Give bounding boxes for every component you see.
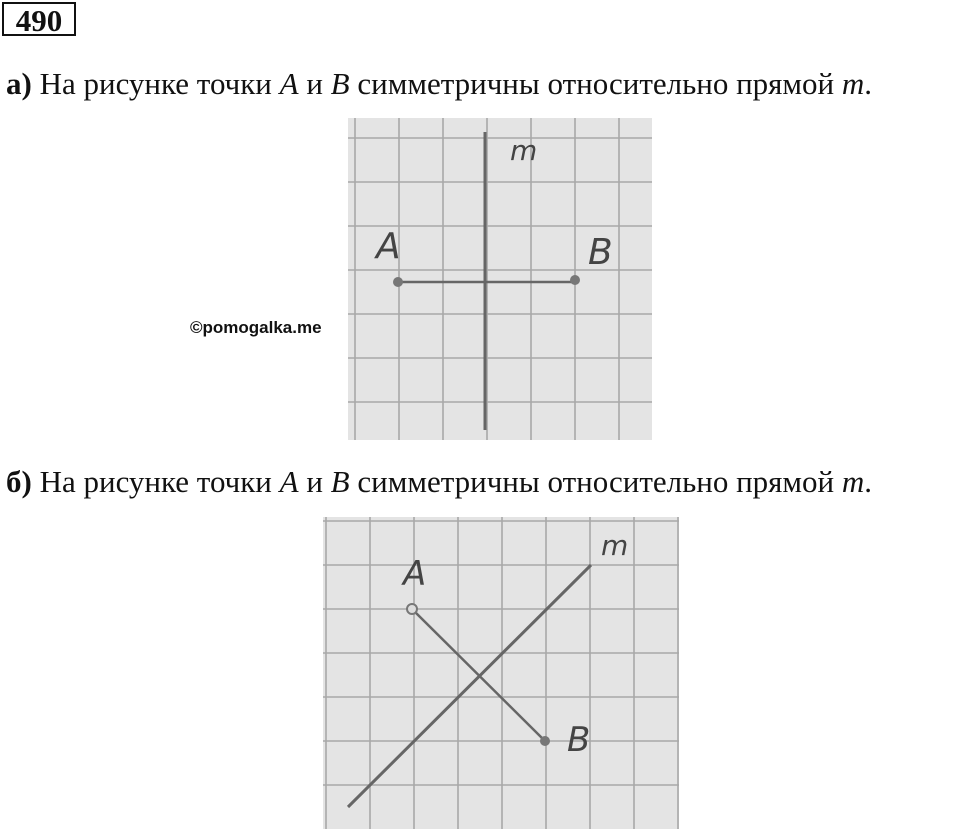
figure-b-label-m: m [601,529,629,562]
part-a-text-1: На рисунке точки [39,66,280,101]
part-b-statement [6,464,872,500]
part-b-text-4: . [864,464,873,499]
part-a-text-2: и [298,66,331,101]
figure-b-paper [323,517,679,829]
part-b-text-3: симметричны относительно прямой [349,464,842,499]
figure-b-point-b [540,736,550,746]
figure-b-point-a [407,604,417,614]
part-a-point-a: A [279,66,299,101]
part-a-statement [6,66,872,102]
part-b-label: б) [6,464,32,499]
figure-b-label-b: B [567,720,591,760]
figure-a-point-a [393,277,403,287]
figure-a-label-m: m [510,134,538,167]
part-a-label: а) [6,66,32,101]
problem-number: 490 [2,2,76,36]
part-b-point-b: B [330,464,350,499]
watermark: ©pomogalka.me [190,318,322,337]
figure-a-label-a: A [376,226,401,267]
figure-a-paper [348,118,652,440]
part-a-text-3: симметричны относительно прямой [349,66,842,101]
figure-a-label-b: B [588,232,613,273]
figure-b [323,517,679,829]
figure-a-point-b [570,275,580,285]
part-b-line-m: m [841,464,865,499]
part-b-text-2: и [298,464,331,499]
part-a-line-m: m [841,66,865,101]
part-a-text-4: . [864,66,873,101]
part-a-point-b: B [330,66,350,101]
part-b-text-1: На рисунке точки [39,464,280,499]
figure-b-label-a: A [403,554,427,594]
part-b-point-a: A [279,464,299,499]
figure-a [348,118,652,440]
